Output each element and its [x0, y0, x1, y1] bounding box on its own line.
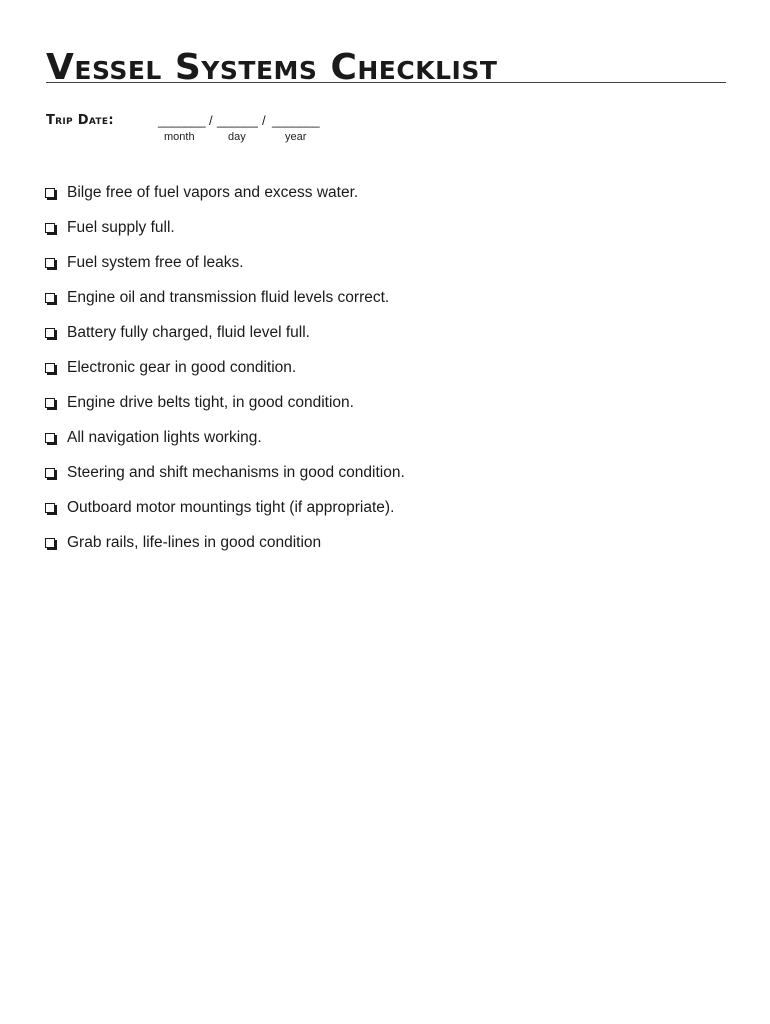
checkbox-icon[interactable]: [45, 328, 55, 338]
checkbox-icon[interactable]: [45, 293, 55, 303]
checkbox-icon[interactable]: [45, 503, 55, 513]
checklist-item: [44, 490, 405, 525]
checklist-item: [44, 420, 405, 455]
page-title: Vessel Systems Checklist: [46, 47, 498, 88]
checklist-item-label: Steering and shift mechanisms in good condition.: [67, 463, 405, 481]
checkbox-icon[interactable]: [45, 433, 55, 443]
title-underline: [46, 82, 726, 83]
checklist-item-label: Electronic gear in good condition.: [67, 358, 297, 376]
checklist-item: [44, 280, 405, 315]
checklist: [44, 175, 405, 560]
checkbox-icon[interactable]: [45, 468, 55, 478]
month-blank[interactable]: _______: [158, 113, 206, 128]
checklist-item: [44, 385, 405, 420]
checkbox-icon[interactable]: [45, 363, 55, 373]
checklist-item-label: Engine drive belts tight, in good condition.: [67, 393, 354, 411]
checklist-item-label: Fuel supply full.: [67, 218, 175, 236]
checklist-item-label: Fuel system free of leaks.: [67, 253, 244, 271]
checklist-item-label: Battery fully charged, fluid level full.: [67, 323, 310, 341]
checklist-item: [44, 315, 405, 350]
month-caption: month: [164, 131, 195, 143]
checklist-item-label: Outboard motor mountings tight (if appropriate).: [67, 498, 395, 516]
checklist-item-label: Grab rails, life-lines in good condition: [67, 533, 322, 551]
day-blank[interactable]: ______: [217, 113, 258, 128]
trip-date-label: Trip Date:: [46, 113, 114, 128]
date-separator-1: /: [209, 113, 213, 128]
checklist-item: [44, 210, 405, 245]
checkbox-icon[interactable]: [45, 398, 55, 408]
year-blank[interactable]: _______: [272, 113, 320, 128]
date-separator-2: /: [262, 113, 266, 128]
checklist-item: [44, 245, 405, 280]
checklist-item-label: Engine oil and transmission fluid levels correct.: [67, 288, 390, 306]
checklist-item-label: All navigation lights working.: [67, 428, 262, 446]
checklist-item-label: Bilge free of fuel vapors and excess water.: [67, 183, 359, 201]
checklist-item: [44, 175, 405, 210]
checkbox-icon[interactable]: [45, 188, 55, 198]
checklist-item: [44, 525, 405, 560]
checkbox-icon[interactable]: [45, 223, 55, 233]
checkbox-icon[interactable]: [45, 258, 55, 268]
day-caption: day: [228, 131, 246, 143]
checklist-item: [44, 455, 405, 490]
year-caption: year: [285, 131, 307, 143]
checklist-item: [44, 350, 405, 385]
checkbox-icon[interactable]: [45, 538, 55, 548]
